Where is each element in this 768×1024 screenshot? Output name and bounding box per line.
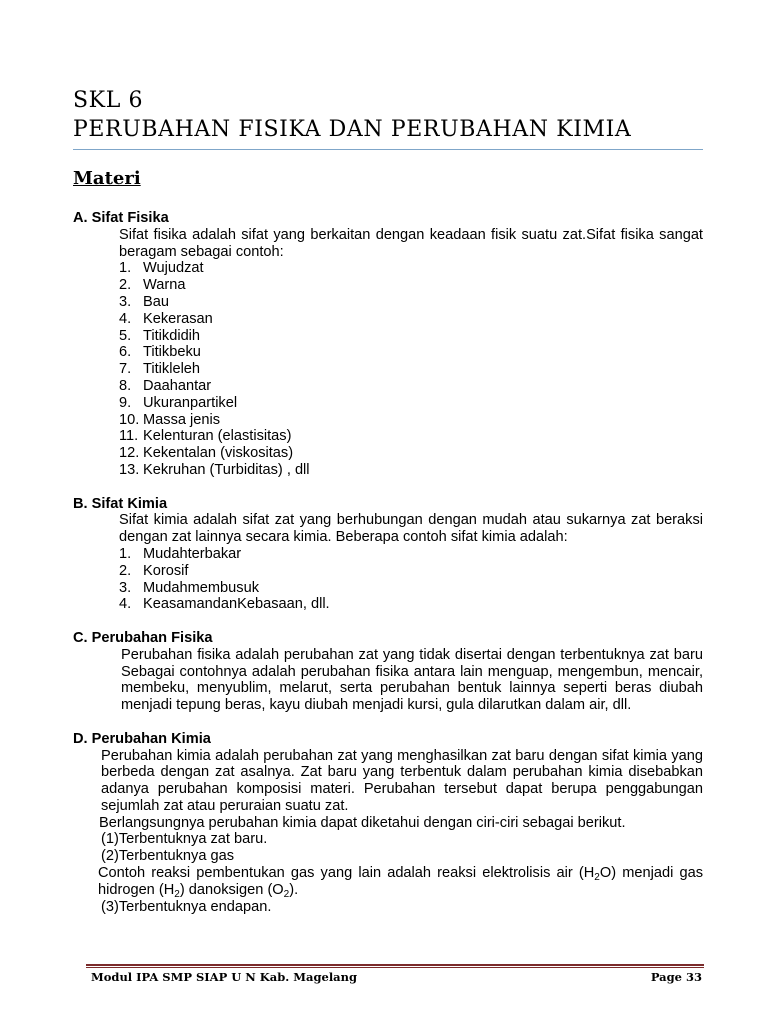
- item-text: Titikbeku: [143, 344, 201, 361]
- section-body: Perubahan fisika adalah perubahan zat yang tidak disertai dengan terbentuknya zat baru Sebagai contohnya adalah perubahan fisika antara lain menguap, mengembun, mencair, membeku, menyublim, melarut, serta perubahan bentuk lainnya seperti beras diubah menjadi tepung beras, kayu diubah menjadi kursi, gula dilarutkan dalam air, dll.: [121, 646, 703, 714]
- list-item: [119, 546, 703, 563]
- list-item: [119, 580, 703, 597]
- list-item: [119, 428, 703, 445]
- section-sifat-kimia: [73, 496, 703, 614]
- item-number: 1.: [119, 545, 132, 562]
- list-item: [119, 294, 703, 311]
- gas-example-text: ).: [289, 881, 299, 898]
- sifat-kimia-list: [73, 546, 703, 613]
- item-number: 4.: [119, 596, 132, 613]
- item-text: Kekruhan (Turbiditas) , dll: [143, 461, 310, 478]
- item-text: Bau: [143, 293, 169, 310]
- list-item: [119, 311, 703, 328]
- footer-divider-thin: [86, 967, 704, 968]
- item-text: Korosif: [143, 562, 189, 579]
- item-text: Massa jenis: [143, 411, 221, 428]
- list-item: [119, 277, 703, 294]
- gas-example-text: Contoh reaksi pembentukan gas yang lain adalah reaksi elektrolisis air (H: [98, 865, 595, 882]
- list-item: [119, 462, 703, 479]
- item-number: 2.: [119, 562, 132, 579]
- section-title: C. Perubahan Fisika: [73, 629, 213, 646]
- item-number: 8.: [119, 377, 132, 394]
- item-text: KeasamandanKebasaan, dll.: [143, 596, 330, 613]
- materi-heading: Materi: [73, 168, 141, 189]
- sign-item: (1)Terbentuknya zat baru.: [101, 831, 268, 848]
- list-item: [119, 328, 703, 345]
- section-title: A. Sifat Fisika: [73, 210, 169, 226]
- list-item: [119, 395, 703, 412]
- item-text: Titikdidih: [143, 327, 201, 344]
- item-number: 13.: [119, 461, 140, 478]
- footer-divider: [86, 964, 704, 966]
- item-text: Kekerasan: [143, 310, 213, 327]
- list-item: [119, 563, 703, 580]
- section-perubahan-kimia: [73, 731, 703, 916]
- sign-item: (2)Terbentuknya gas: [101, 848, 235, 865]
- item-text: Wujudzat: [143, 260, 204, 277]
- title-line-1: SKL 6: [73, 88, 144, 113]
- item-number: 12.: [119, 445, 140, 462]
- item-number: 7.: [119, 361, 132, 378]
- footer-page-number: Page 33: [650, 970, 702, 984]
- signs-intro: Berlangsungnya perubahan kimia dapat diketahui dengan ciri-ciri sebagai berikut.: [99, 814, 626, 831]
- subscript: 2: [283, 888, 290, 900]
- item-text: Mudahterbakar: [143, 545, 242, 562]
- title-line-2: PERUBAHAN FISIKA DAN PERUBAHAN KIMIA: [73, 117, 632, 142]
- subscript: 2: [174, 888, 180, 900]
- item-number: 1.: [119, 260, 132, 277]
- section-intro: Sifat fisika adalah sifat yang berkaitan dengan keadaan fisik suatu zat.Sifat fisika sangat beragam sebagai contoh:: [119, 226, 703, 260]
- item-number: 3.: [119, 579, 132, 596]
- section-perubahan-fisika: [73, 630, 703, 714]
- gas-example: [73, 865, 703, 899]
- list-item: [119, 445, 703, 462]
- gas-example-text: O) menjadi gas hidrogen (H: [98, 865, 704, 898]
- item-number: 11.: [119, 428, 139, 445]
- section-sifat-fisika: [73, 210, 703, 479]
- document-body: [73, 210, 703, 932]
- item-text: Kelenturan (elastisitas): [143, 428, 292, 445]
- header-divider: [73, 149, 703, 150]
- item-text: Ukuranpartikel: [143, 394, 238, 411]
- subscript: 2: [594, 872, 600, 884]
- item-number: 9.: [119, 394, 132, 411]
- list-item: [119, 378, 703, 395]
- list-item: [119, 260, 703, 277]
- item-text: Mudahmembusuk: [143, 579, 259, 596]
- item-number: 5.: [119, 327, 132, 344]
- item-number: 6.: [119, 344, 132, 361]
- item-number: 2.: [119, 277, 132, 294]
- list-item: [119, 412, 703, 429]
- item-number: 4.: [119, 310, 132, 327]
- section-title: D. Perubahan Kimia: [73, 730, 211, 747]
- list-item: [119, 361, 703, 378]
- list-item: [119, 596, 703, 613]
- item-text: Titikleleh: [143, 361, 201, 378]
- section-intro: Sifat kimia adalah sifat zat yang berhubungan dengan mudah atau sukarnya zat beraksi dengan zat lainnya secara kimia. Beberapa contoh sifat kimia adalah:: [119, 512, 703, 546]
- section-body: Perubahan kimia adalah perubahan zat yang menghasilkan zat baru dengan sifat kimia yang berbeda dengan zat asalnya. Zat baru yang terbentuk dalam perubahan kimia disebabkan adanya perubahan komposisi materi. Perubahan tersebut dapat berupa penggabungan sejumlah zat atau peruraian suatu zat.: [101, 747, 703, 814]
- page-header: [73, 86, 713, 144]
- item-number: 3.: [119, 293, 132, 310]
- sifat-fisika-list: [73, 260, 703, 478]
- item-text: Kekentalan (viskositas): [143, 445, 294, 462]
- list-item: [119, 344, 703, 361]
- item-text: Warna: [143, 277, 186, 294]
- gas-example-text: ) danoksigen (O: [179, 881, 284, 898]
- item-number: 10.: [119, 411, 140, 428]
- sign-item: (3)Terbentuknya endapan.: [101, 898, 272, 915]
- footer-module-name: Modul IPA SMP SIAP U N Kab. Magelang: [91, 970, 358, 984]
- section-title: B. Sifat Kimia: [73, 495, 168, 512]
- item-text: Daahantar: [143, 377, 212, 394]
